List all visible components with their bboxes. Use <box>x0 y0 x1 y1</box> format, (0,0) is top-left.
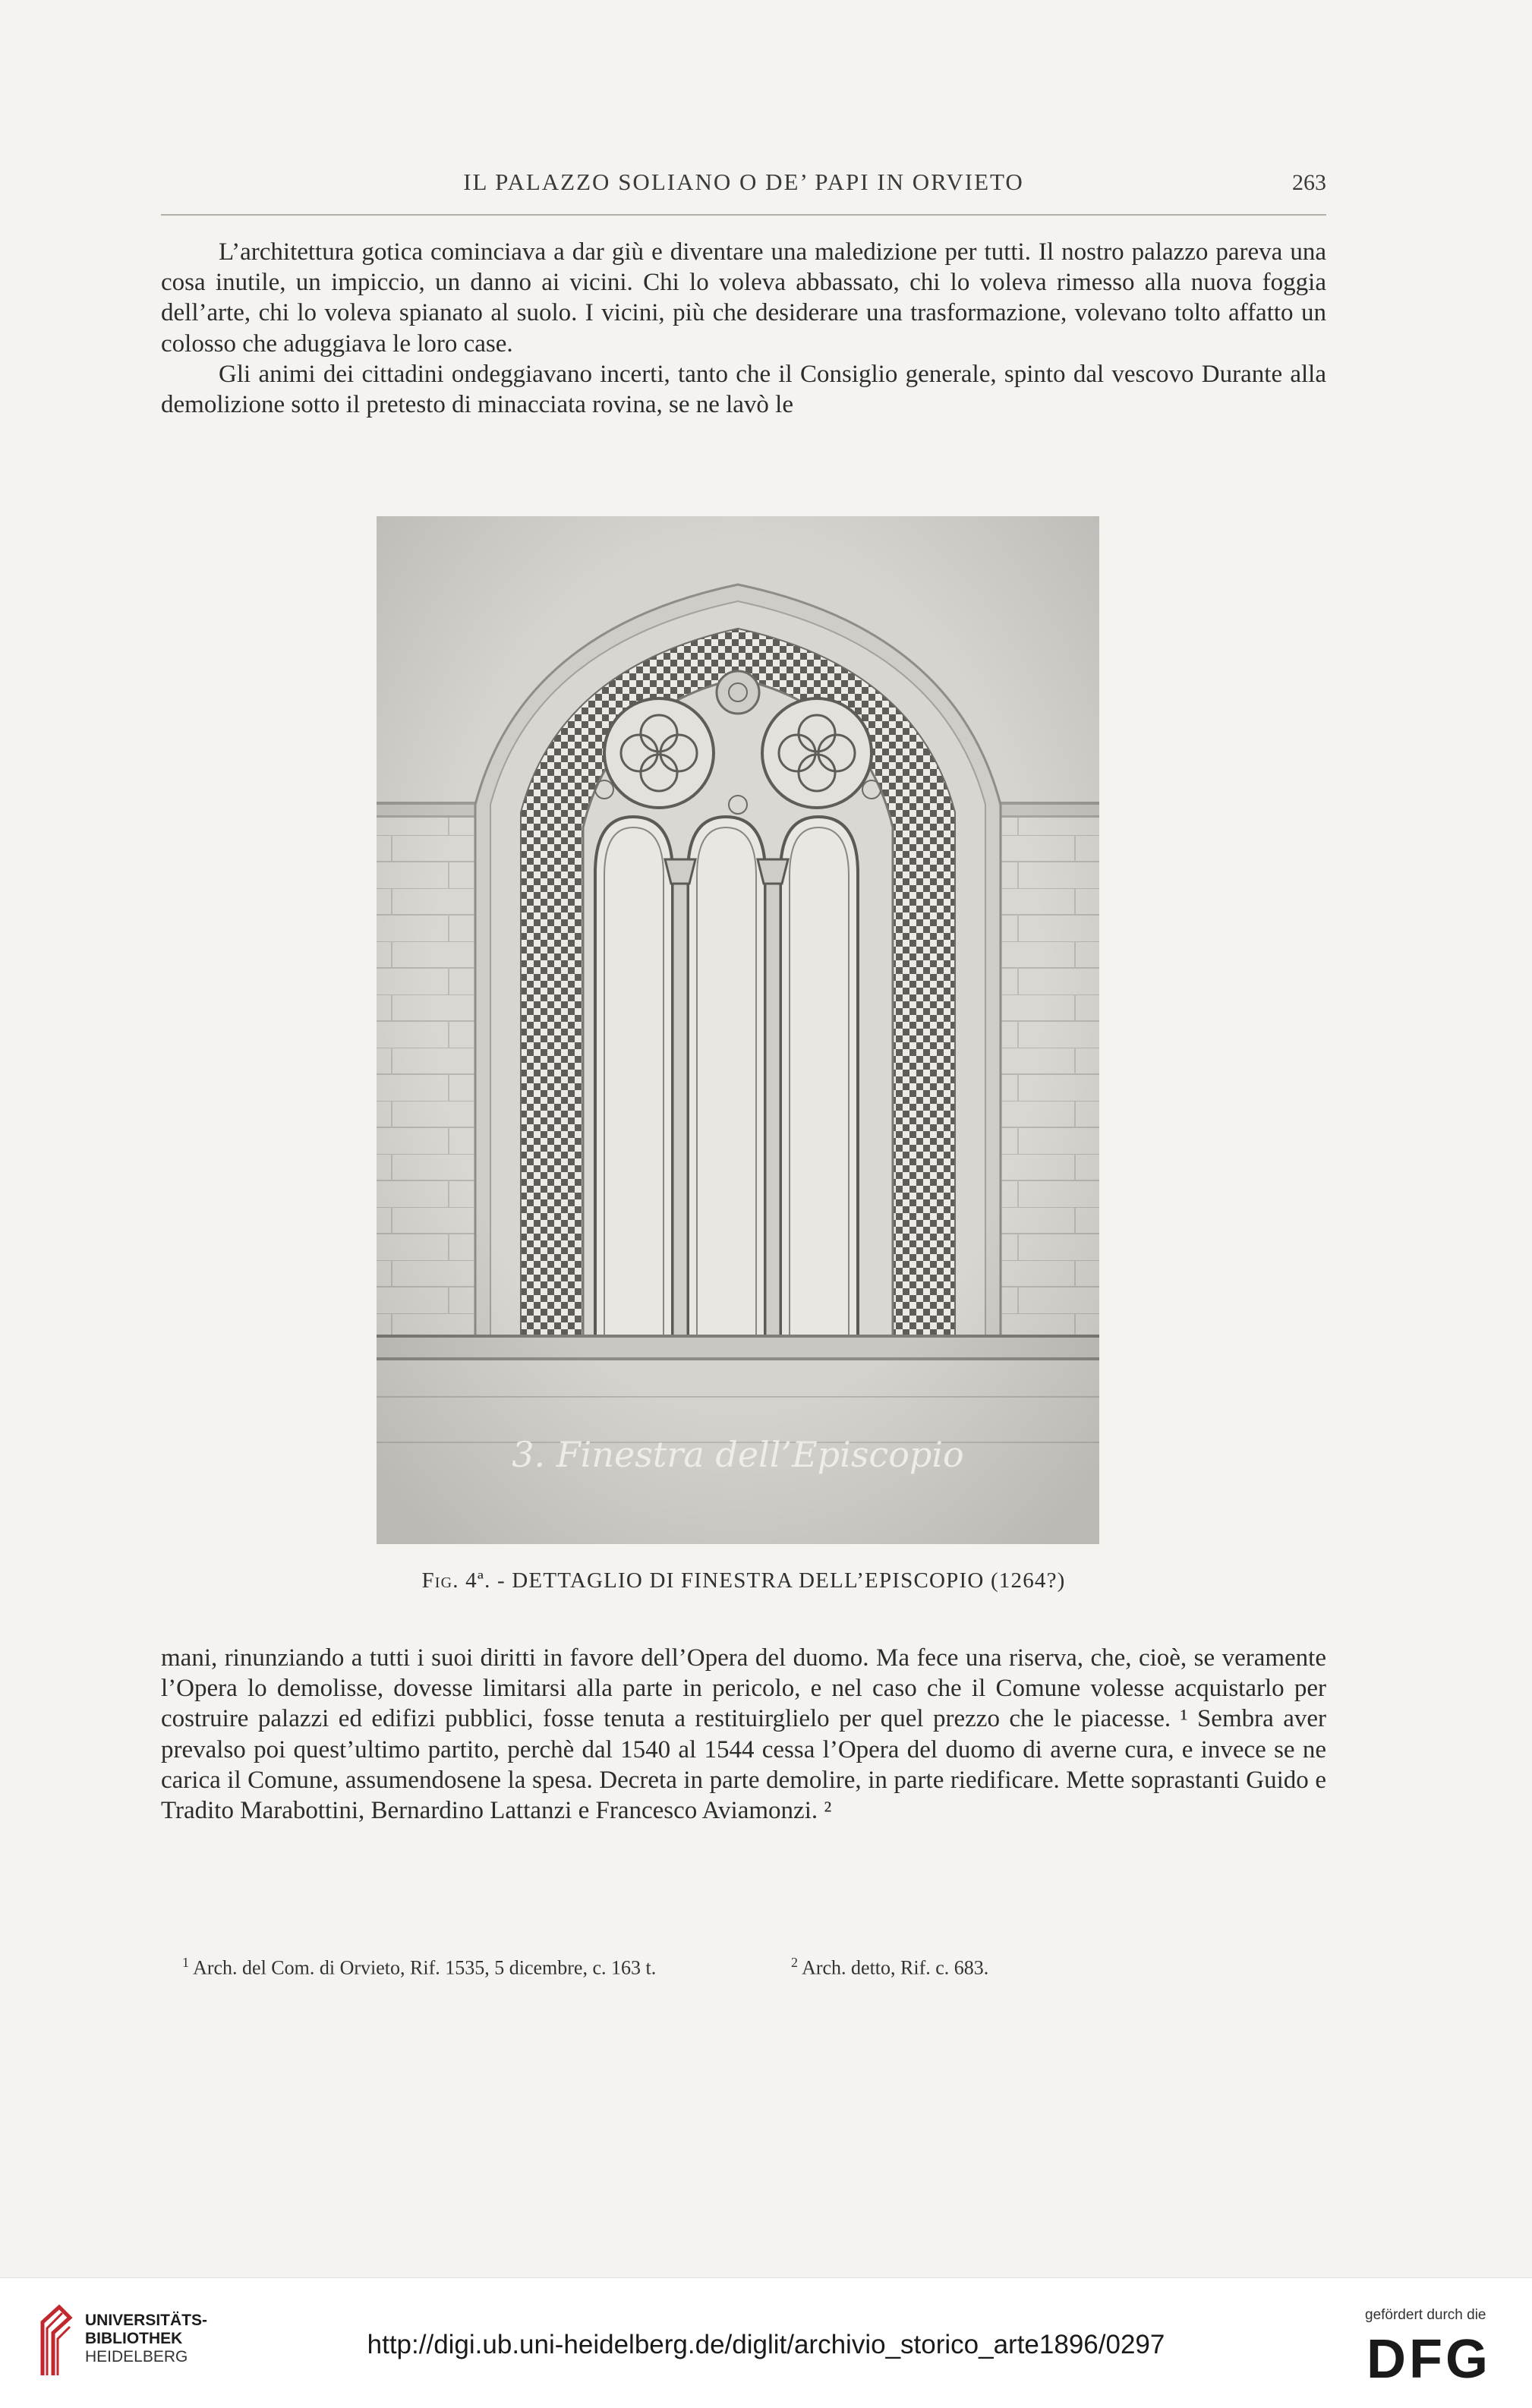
sponsor-note: gefördert durch die <box>1365 2307 1486 2323</box>
figure-label: Fig. 4ª. <box>421 1568 491 1593</box>
footnote-text: Arch. del Com. di Orvieto, Rif. 1535, 5 dicembre, c. 163 t. <box>189 1956 657 1979</box>
footnote-text: Arch. detto, Rif. c. 683. <box>798 1956 989 1979</box>
paragraph: mani, rinunziando a tutti i suoi diritti in favore dell’Opera del duomo. Ma fece una riserva, che, cioè, se veramente l’Opera lo demolisse, dovesse limitarsi alla parte in pericolo, e nel caso che il Comune volesse acquistarlo per costruire palazzi ed edifizi pubblici, fosse tenuta a restituirglielo per quel prezzo che le piacesse. ¹ Sembra aver prevalso poi quest’ultimo partito, perchè dal 1540 al 1544 cessa l’Opera del duomo di averne cura, e invece se ne carica il Comune, assumendosene la spesa. Decreta in parte demolire, in parte riedificare. Mette soprastanti Guido e Tradito Marabottini, Bernardino Lattanzi e Francesco Aviamonzi. ² <box>161 1644 1326 1825</box>
body-text-top <box>161 237 1326 420</box>
header-rule <box>161 214 1326 216</box>
library-name-line: UNIVERSITÄTS- <box>85 2312 208 2329</box>
window-drawing <box>377 516 1099 1544</box>
figure-caption-text: - DETTAGLIO DI FINESTRA DELL’EPISCOPIO (1264?) <box>490 1568 1066 1593</box>
page-number: 263 <box>1292 170 1326 195</box>
paragraph: L’architettura gotica cominciava a dar giù e diventare una maledizione per tutti. Il nostro palazzo pareva una cosa inutile, un impiccio, un danno ai vicini. Chi lo voleva abbassato, chi lo voleva rimesso alla nuova foggia dell’arte, chi lo voleva spianato al suolo. I vicini, più che desiderare una trasformazione, volevano tolto affatto un colosso che aduggiava le loro case. <box>161 238 1326 358</box>
footnote-marker: 1 <box>182 1955 189 1970</box>
body-text-bottom <box>161 1643 1326 1826</box>
figure-caption <box>161 1568 1326 1593</box>
library-name-line: HEIDELBERG <box>85 2348 188 2365</box>
permalink-url[interactable]: http://digi.ub.uni-heidelberg.de/diglit/archivio_storico_arte1896/0297 <box>367 2330 1165 2359</box>
footnote-2 <box>791 1949 988 1981</box>
dfg-logo: DFG <box>1367 2329 1491 2390</box>
digitization-footer <box>0 2277 1532 2408</box>
running-title: IL PALAZZO SOLIANO O DE’ PAPI IN ORVIETO <box>463 169 1024 195</box>
running-head <box>161 169 1326 206</box>
handwritten-photo-label: 3. Finestra dell’Episcopio <box>512 1434 964 1475</box>
footnote-1 <box>182 1949 759 1981</box>
footnote-marker: 2 <box>791 1955 798 1970</box>
paragraph: Gli animi dei cittadini ondeggiavano incerti, tanto che il Consiglio generale, spinto dal vescovo Durante alla demolizione sotto il pretesto di minacciata rovina, se ne lavò le <box>161 360 1326 419</box>
figure-window-photo <box>377 516 1099 1544</box>
library-name-line: BIBLIOTHEK <box>85 2330 183 2347</box>
